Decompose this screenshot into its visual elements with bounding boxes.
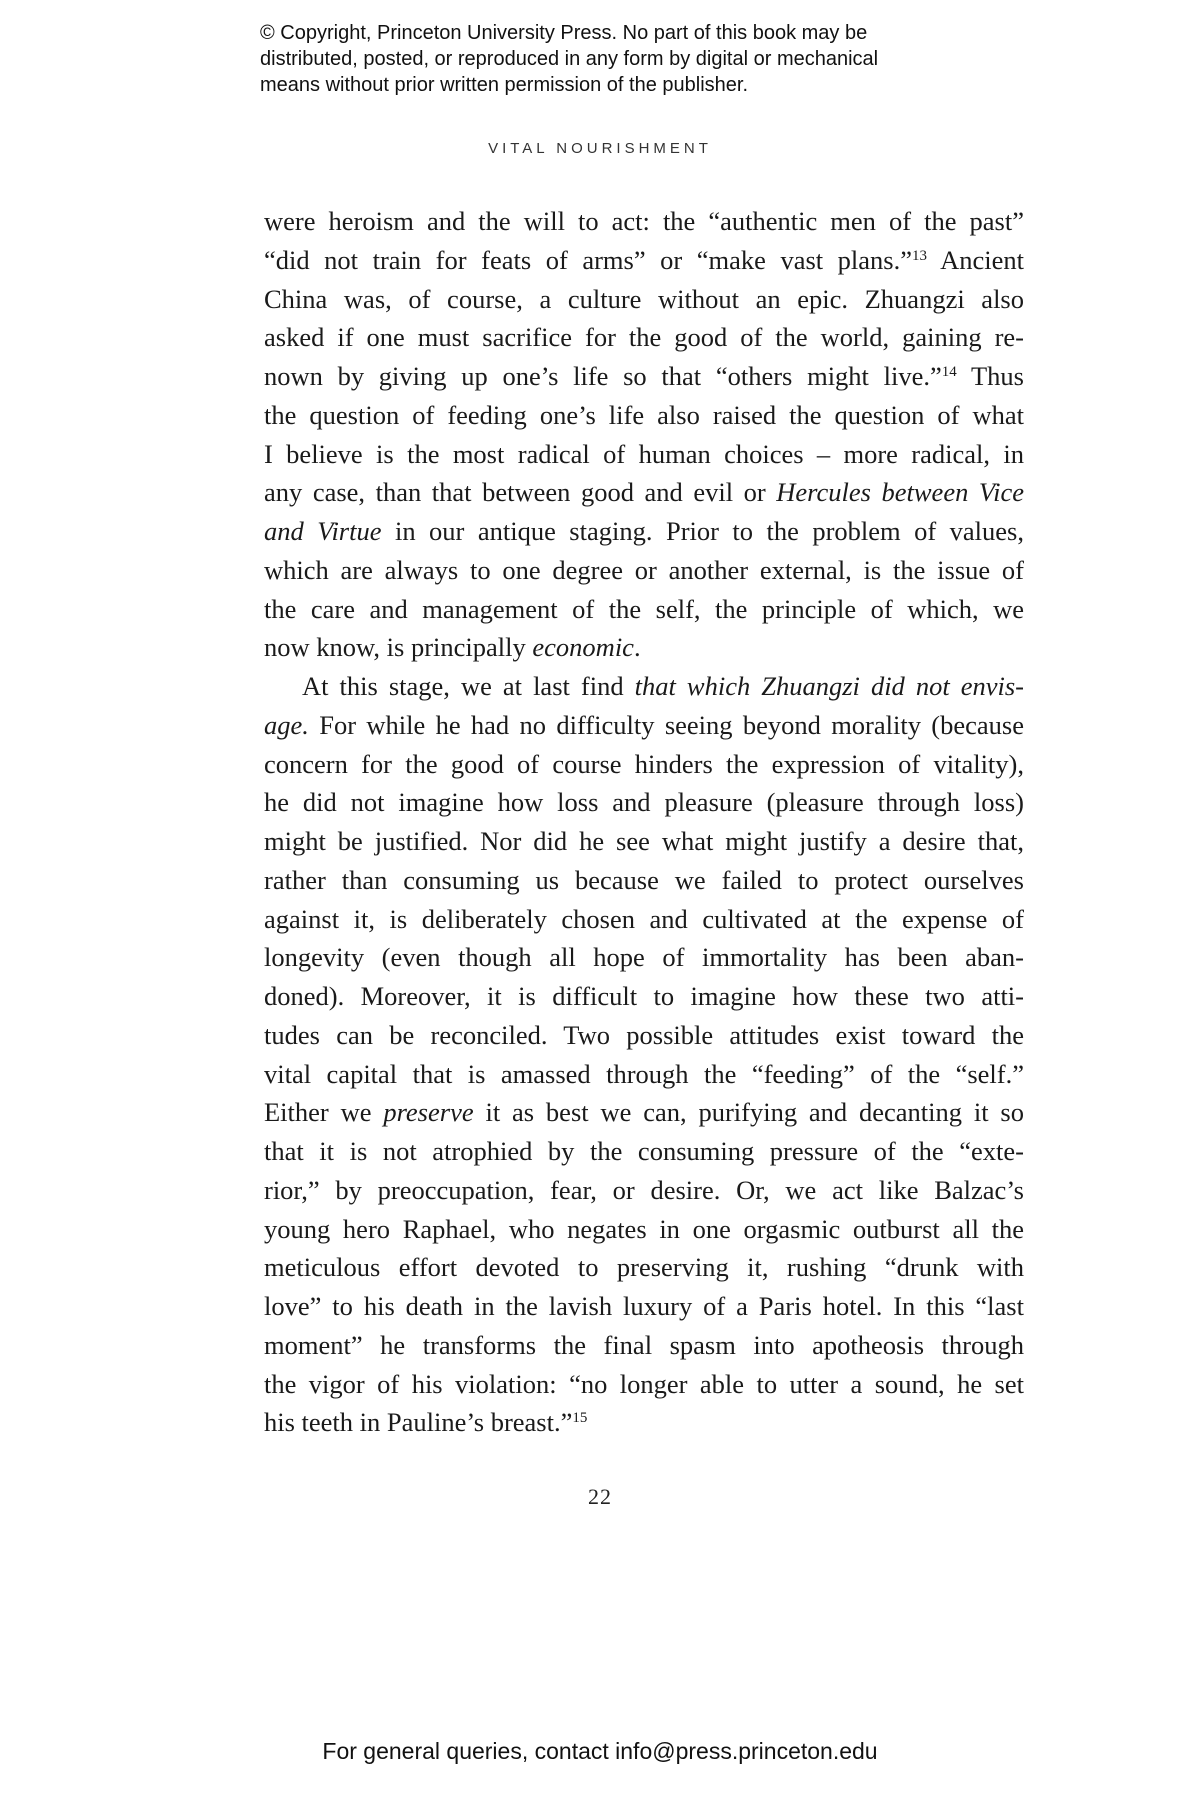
body-line [264,938,1024,977]
body-text-run: he did not imagine how loss and pleasure (pleasure through loss) [264,787,1024,818]
body-line [264,318,1024,357]
body-line [264,977,1024,1016]
italic-text: that which Zhuangzi did not envis- [634,671,1025,701]
italic-text: age. [264,709,309,740]
running-head: VITAL NOURISHMENT [488,140,712,157]
body-line [264,628,1024,667]
footnote-reference: 13 [912,247,928,264]
copyright-line: distributed, posted, or reproduced in any form by digital or mechanical [260,48,879,70]
body-text-run: his teeth in Pauline’s breast.” [264,1407,573,1438]
body-text-run: it as best we can, purifying and decanting it so [473,1097,1024,1128]
body-text-run: doned). Moreover, it is difficult to imagine how these two atti- [264,981,1024,1011]
body-line [264,1055,1024,1094]
body-text-run: the vigor of his violation: “no longer able to utter a sound, he set [264,1368,1024,1399]
body-line [264,1210,1024,1249]
italic-text: and Virtue [264,516,382,546]
body-text-run: tudes can be reconciled. Two possible attitudes exist toward the [264,1019,1024,1050]
body-text-run: Either we [264,1097,384,1128]
body-line [264,473,1024,512]
body-text-run: . [633,632,641,663]
body-text-run: meticulous effort devoted to preserving it, rushing “drunk with [264,1252,1024,1283]
page-number: 22 [588,1484,612,1509]
body-text-run: in our antique staging. Prior to the problem of values, [381,516,1024,546]
body-line [264,551,1024,590]
body-text-run: moment” he transforms the final spasm into apotheosis through [264,1329,1024,1360]
body-text-run: concern for the good of course hinders the expression of vitality), [264,748,1024,779]
body-line [264,1248,1024,1287]
body-text [264,202,1024,1442]
body-line [264,357,1024,396]
body-text-run: For while he had no difficulty seeing beyond morality (because [308,709,1024,740]
body-text-run: might be justified. Nor did he see what might justify a desire that, [264,826,1024,856]
body-text-run: rather than consuming us because we failed to protect ourselves [264,864,1024,895]
body-text-run: nown by giving up one’s life so that “others might live.” [264,361,942,391]
body-text-run: Thus [956,361,1024,391]
body-line [264,900,1024,939]
body-line [264,512,1024,551]
body-line [264,396,1024,435]
body-line [264,590,1024,629]
footnote-reference: 14 [941,364,957,380]
copyright-line: means without prior written permission of the publisher. [260,74,749,96]
body-line [264,1016,1024,1055]
body-line [264,1403,1024,1442]
body-line [264,280,1024,319]
body-line [264,861,1024,900]
body-text-run: vital capital that is amassed through the “feeding” of the “self.” [264,1058,1024,1089]
body-text-run: against it, is deliberately chosen and cultivated at the expense of [264,903,1024,934]
body-text-run: At this stage, we at last find [302,671,635,701]
body-text-run: “did not train for feats of arms” or “make vast plans.” [264,244,913,275]
italic-text: preserve [383,1097,474,1128]
body-line [264,435,1024,474]
body-line [264,822,1024,861]
body-line [264,1132,1024,1171]
italic-text: economic [532,632,634,663]
body-text-run: asked if one must sacrifice for the good of the world, gaining re- [264,322,1024,353]
italic-text: Hercules between Vice [776,477,1024,508]
body-line [264,783,1024,822]
body-text-run: love” to his death in the lavish luxury of a Paris hotel. In this “last [264,1291,1024,1321]
body-text-run: young hero Raphael, who negates in one orgasmic outburst all the [264,1213,1024,1244]
body-line [264,1287,1024,1326]
body-line [264,202,1024,241]
body-text-run: any case, than that between good and evil or [264,477,777,508]
body-text-run: Ancient [927,244,1024,275]
footer-contact: For general queries, contact info@press.princeton.edu [322,1738,878,1764]
body-text-run: longevity (even though all hope of immortality has been aban- [264,942,1024,973]
body-line [264,1171,1024,1210]
body-text-run: China was, of course, a culture without an epic. Zhuangzi also [264,283,1024,314]
body-line [264,1326,1024,1365]
body-text-run: the care and management of the self, the principle of which, we [264,593,1024,624]
copyright-line: © Copyright, Princeton University Press. No part of this book may be [260,22,868,44]
body-line [264,706,1024,745]
body-text-run: now know, is principally [264,632,533,663]
body-line [264,1093,1024,1132]
copyright-notice [260,20,1020,98]
body-line [264,241,1024,280]
footnote-reference: 15 [572,1410,588,1427]
body-text-run: the question of feeding one’s life also raised the question of what [264,399,1024,430]
body-text-run: which are always to one degree or another external, is the issue of [264,554,1024,585]
body-line [264,667,1024,706]
body-line [264,745,1024,784]
body-text-run: were heroism and the will to act: the “authentic men of the past” [264,206,1024,236]
body-text-run: I believe is the most radical of human choices – more radical, in [264,438,1024,469]
body-text-run: that it is not atrophied by the consuming pressure of the “exte- [264,1136,1024,1166]
body-text-run: rior,” by preoccupation, fear, or desire. Or, we act like Balzac’s [264,1174,1024,1205]
body-line [264,1365,1024,1404]
